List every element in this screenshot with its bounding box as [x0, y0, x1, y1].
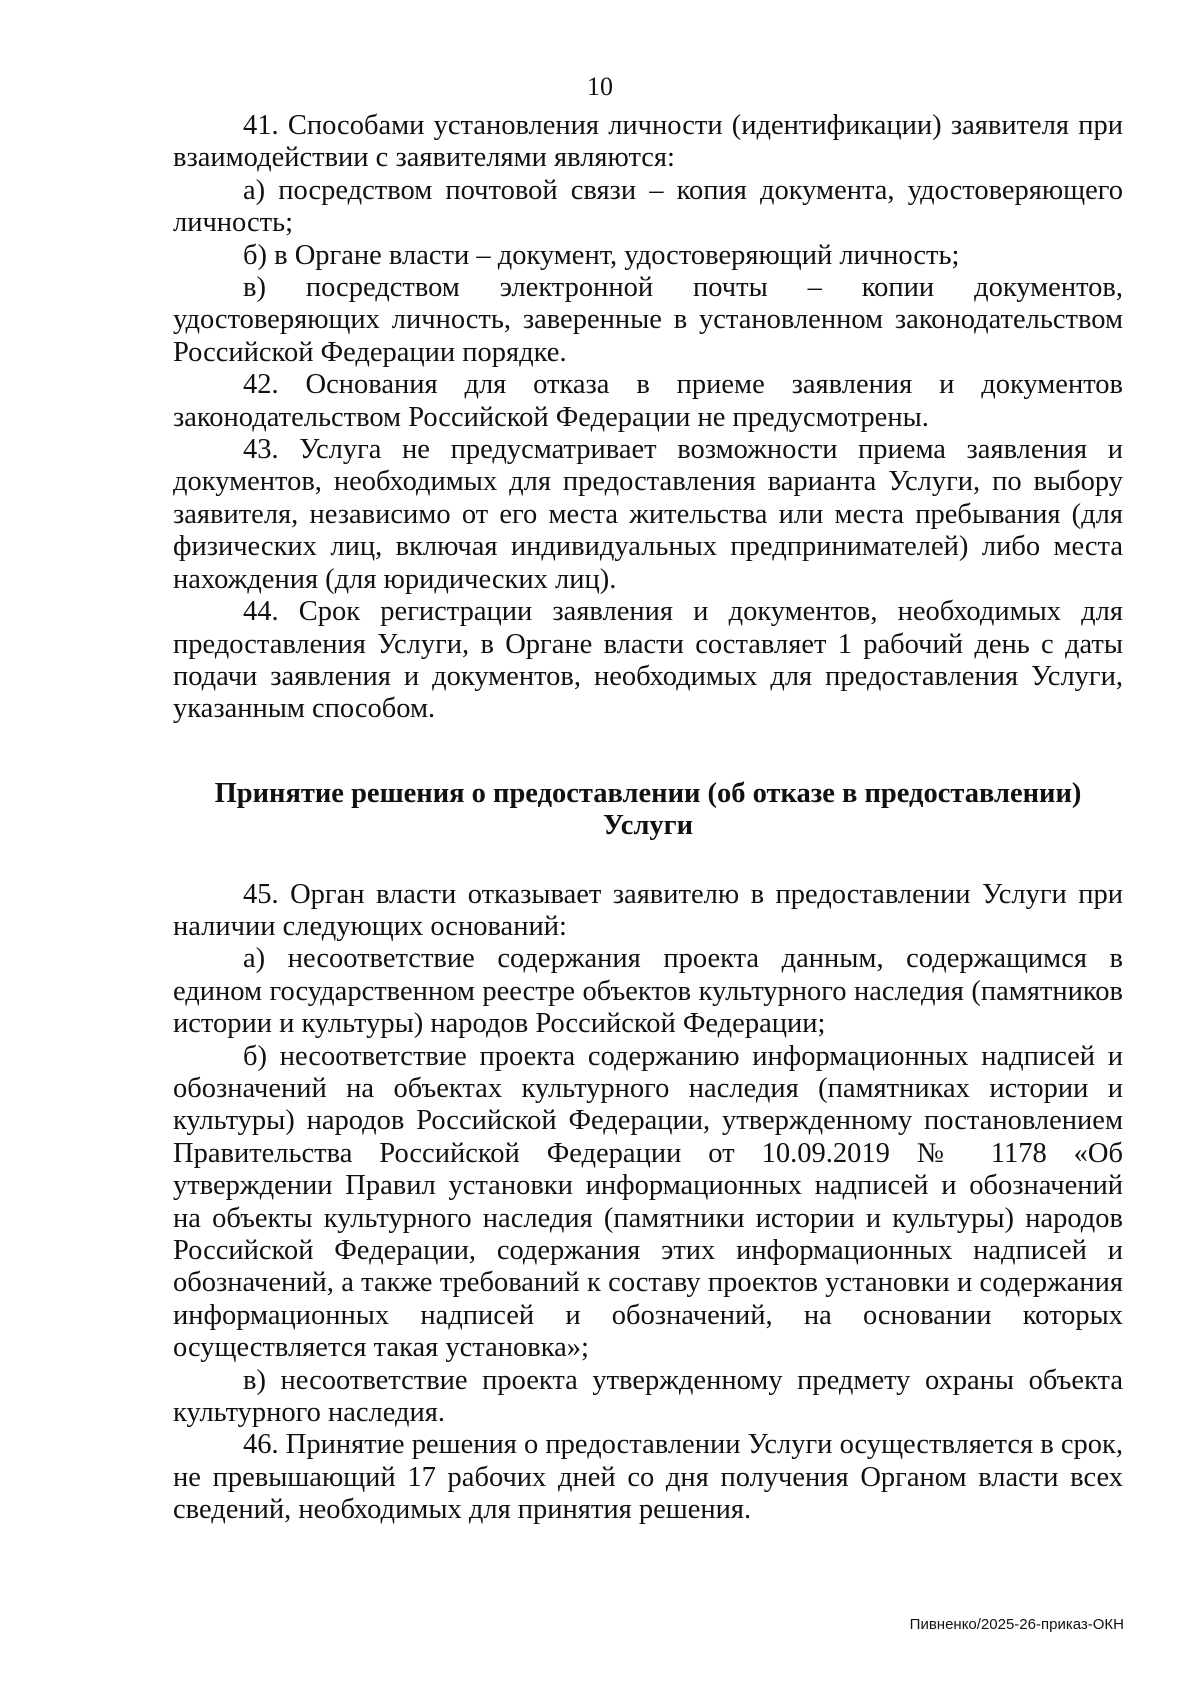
paragraph-41: 41. Способами установления личности (идентификации) заявителя при взаимодействии с заявителями являются:	[173, 110, 1123, 174]
paragraph-45: 45. Орган власти отказывает заявителю в предоставлении Услуги при наличии следующих оснований:	[173, 878, 1123, 942]
document-body	[173, 110, 1123, 1527]
section-heading: Принятие решения о предоставлении (об отказе в предоставлении) Услуги	[214, 777, 1082, 842]
paragraph-46: 46. Принятие решения о предоставлении Услуги осуществляется в срок, не превышающий 17 рабочих дней со дня получения Органом власти всех сведений, необходимых для принятия решения.	[173, 1429, 1123, 1526]
paragraph-44: 44. Срок регистрации заявления и документов, необходимых для предоставления Услуги, в Органе власти составляет 1 рабочий день с даты подачи заявления и документов, необходимых для предоставления Услуги, указанным способом.	[173, 596, 1123, 725]
paragraph-42: 42. Основания для отказа в приеме заявления и документов законодательством Российской Федерации не предусмотрены.	[173, 369, 1123, 433]
page-number: 10	[587, 72, 613, 101]
paragraph-45-v: в) несоответствие проекта утвержденному предмету охраны объекта культурного наследия.	[173, 1364, 1123, 1429]
paragraph-41-b: б) в Органе власти – документ, удостоверяющий личность;	[243, 239, 960, 271]
document-footer-code: Пивненко/2025-26-приказ-ОКН	[909, 1616, 1124, 1633]
paragraph-45-a: а) несоответствие содержания проекта данным, содержащимся в едином государственном реестре объектов культурного наследия (памятников истории и культуры) народов Российской Федерации;	[173, 943, 1123, 1040]
paragraph-41-v: в) посредством электронной почты – копии документов, удостоверяющих личность, заверенные в установленном законодательством Российской Федерации порядке.	[173, 272, 1123, 368]
paragraph-41-a: а) посредством почтовой связи – копия документа, удостоверяющего личность;	[173, 174, 1123, 239]
paragraph-45-b: б) несоответствие проекта содержанию информационных надписей и обозначений на объектах культурного наследия (памятниках истории и культуры) народов Российской Федерации, утвержденному постановлением Правительства Российской Федерации от 10.09.2019 № 1178 «Об утверждении Правил установки информационных надписей и обозначений на объекты культурного наследия (памятники истории и культуры) народов Российской Федерации, содержания этих информационных надписей и обозначений, а также требований к составу проектов установки и содержания информационных надписей и обозначений, на основании которых осуществляется такая установка»;	[173, 1040, 1123, 1364]
paragraph-43: 43. Услуга не предусматривает возможности приема заявления и документов, необходимых для предоставления варианта Услуги, по выбору заявителя, независимо от его места жительства или места пребывания (для физических лиц, включая индивидуальных предпринимателей) либо места нахождения (для юридических лиц).	[173, 434, 1123, 595]
